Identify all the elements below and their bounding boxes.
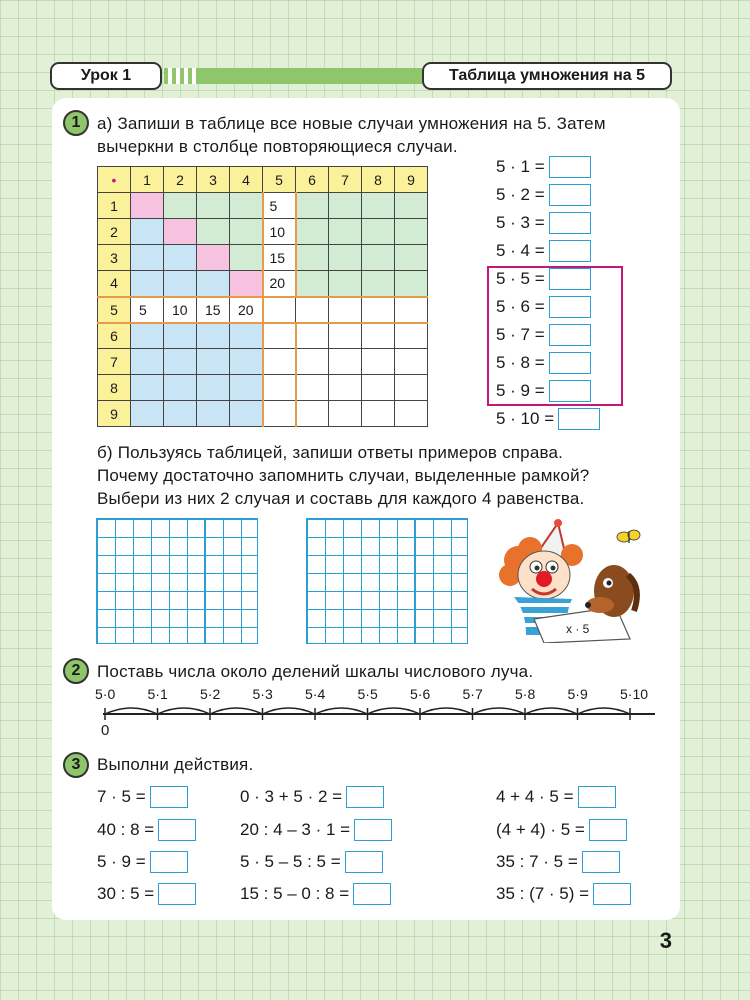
table-cell[interactable] <box>296 375 329 401</box>
exercise-row <box>240 882 391 906</box>
answer-box[interactable] <box>589 819 627 841</box>
table-cell[interactable] <box>296 297 329 323</box>
table-cell[interactable] <box>197 271 230 297</box>
equation-row <box>496 380 591 402</box>
table-cell[interactable] <box>263 401 296 427</box>
table-cell[interactable]: 10 <box>263 219 296 245</box>
table-cell[interactable] <box>131 323 164 349</box>
table-cell[interactable] <box>329 193 362 219</box>
table-cell[interactable]: 20 <box>230 297 263 323</box>
number-line-label: 5·0 <box>95 686 116 702</box>
exercise-row <box>240 818 392 842</box>
table-cell[interactable] <box>395 323 428 349</box>
exercise-row <box>496 850 620 874</box>
answer-box[interactable] <box>558 408 600 430</box>
table-cell[interactable] <box>263 349 296 375</box>
table-row-header: 3 <box>98 245 131 271</box>
number-line-label: 5·7 <box>462 686 483 702</box>
table-cell[interactable] <box>164 219 197 245</box>
table-cell[interactable] <box>395 271 428 297</box>
table-cell[interactable] <box>395 219 428 245</box>
task-1-number: 1 <box>63 110 89 136</box>
table-row-header: 7 <box>98 349 131 375</box>
task-1b-line-1: б) Пользуясь таблицей, запиши ответы примеров справа. <box>97 443 564 462</box>
table-cell[interactable] <box>197 193 230 219</box>
table-cell[interactable] <box>164 271 197 297</box>
table-cell[interactable] <box>362 297 395 323</box>
table-col-header: 6 <box>296 167 329 193</box>
answer-box[interactable] <box>549 184 591 206</box>
table-cell[interactable] <box>362 349 395 375</box>
table-cell[interactable] <box>362 219 395 245</box>
answer-grid-right[interactable] <box>306 518 468 644</box>
number-line-label: 5·10 <box>620 686 649 702</box>
table-cell[interactable] <box>230 245 263 271</box>
table-cell[interactable] <box>164 193 197 219</box>
table-cell[interactable] <box>263 323 296 349</box>
task-1b-line-3: Выбери из них 2 случая и составь для каждого 4 равенства. <box>97 489 585 508</box>
task-3-text: Выполни действия. <box>97 755 254 774</box>
table-cell[interactable] <box>329 375 362 401</box>
exercise-row <box>97 785 188 809</box>
task-1a-line-1: а) Запиши в таблице все новые случаи умножения на 5. Затем <box>97 114 606 133</box>
table-col-header: 1 <box>131 167 164 193</box>
table-cell[interactable] <box>230 323 263 349</box>
number-line-zero: 0 <box>101 722 110 739</box>
table-row-header: 4 <box>98 271 131 297</box>
exercise-row <box>240 850 383 874</box>
exercise-row <box>240 785 384 809</box>
answer-box[interactable] <box>150 851 188 873</box>
number-line <box>95 686 665 746</box>
table-cell[interactable]: 15 <box>197 297 230 323</box>
table-cell[interactable] <box>230 193 263 219</box>
table-cell[interactable] <box>362 323 395 349</box>
table-cell[interactable]: 20 <box>263 271 296 297</box>
equation-text: 5 · 10 = <box>496 409 555 428</box>
exercise-row <box>496 785 616 809</box>
table-cell[interactable] <box>395 193 428 219</box>
table-cell[interactable]: 5 <box>263 193 296 219</box>
table-cell[interactable] <box>296 349 329 375</box>
table-cell[interactable] <box>131 375 164 401</box>
table-cell[interactable] <box>131 193 164 219</box>
table-cell[interactable] <box>362 193 395 219</box>
equation-text: 5 · 8 = <box>496 353 545 372</box>
equation-row <box>496 156 591 178</box>
table-cell[interactable] <box>395 297 428 323</box>
number-line-label: 5·9 <box>567 686 588 702</box>
answer-box[interactable] <box>549 212 591 234</box>
table-cell[interactable] <box>329 245 362 271</box>
exercise-row <box>97 818 196 842</box>
exercise-row <box>97 850 188 874</box>
table-cell[interactable]: 10 <box>164 297 197 323</box>
table-cell[interactable] <box>296 219 329 245</box>
table-row-header: 5 <box>98 297 131 323</box>
number-line-label: 5·1 <box>147 686 168 702</box>
exercise-text: (4 + 4) · 5 = <box>496 820 585 839</box>
answer-box[interactable] <box>353 883 391 905</box>
equation-row <box>496 268 591 290</box>
exercise-text: 5 · 9 = <box>97 852 146 871</box>
equation-text: 5 · 1 = <box>496 157 545 176</box>
table-cell[interactable] <box>395 401 428 427</box>
task-1b-line-2: Почему достаточно запомнить случаи, выделенные рамкой? <box>97 466 590 485</box>
table-cell[interactable] <box>131 349 164 375</box>
table-cell[interactable] <box>296 271 329 297</box>
answer-box[interactable] <box>578 786 616 808</box>
answer-box[interactable] <box>150 786 188 808</box>
exercise-text: 30 : 5 = <box>97 884 155 903</box>
answer-box[interactable] <box>593 883 631 905</box>
table-cell[interactable] <box>296 193 329 219</box>
exercise-text: 40 : 8 = <box>97 820 155 839</box>
task-3-number: 3 <box>63 752 89 778</box>
answer-grid-left[interactable] <box>96 518 258 644</box>
table-cell[interactable]: 15 <box>263 245 296 271</box>
answer-box[interactable] <box>158 883 196 905</box>
table-cell[interactable] <box>164 323 197 349</box>
table-corner: • <box>98 167 131 193</box>
exercise-text: 35 : 7 · 5 = <box>496 852 578 871</box>
table-cell[interactable] <box>197 245 230 271</box>
table-cell[interactable] <box>164 375 197 401</box>
answer-box[interactable] <box>582 851 620 873</box>
equation-text: 5 · 7 = <box>496 325 545 344</box>
multiplication-table <box>97 166 428 427</box>
table-cell[interactable] <box>296 323 329 349</box>
equation-text: 5 · 4 = <box>496 241 545 260</box>
butterfly-icon <box>617 530 640 543</box>
number-line-label: 5·5 <box>357 686 378 702</box>
exercise-text: 35 : (7 · 5) = <box>496 884 590 903</box>
exercise-text: 15 : 5 – 0 : 8 = <box>240 884 350 903</box>
equation-text: 5 · 6 = <box>496 297 545 316</box>
table-cell[interactable] <box>197 349 230 375</box>
table-col-header: 9 <box>395 167 428 193</box>
table-col-header: 4 <box>230 167 263 193</box>
table-cell[interactable] <box>329 271 362 297</box>
equation-text: 5 · 3 = <box>496 213 545 232</box>
answer-box[interactable] <box>549 268 591 290</box>
table-cell[interactable] <box>362 401 395 427</box>
answer-box[interactable] <box>158 819 196 841</box>
table-row-header: 2 <box>98 219 131 245</box>
table-cell[interactable] <box>296 245 329 271</box>
equation-text: 5 · 2 = <box>496 185 545 204</box>
table-cell[interactable] <box>164 349 197 375</box>
table-row-header: 1 <box>98 193 131 219</box>
dog-icon <box>585 565 637 617</box>
illustration-label: x · 5 <box>566 622 590 636</box>
answer-box[interactable] <box>549 156 591 178</box>
table-cell[interactable] <box>131 401 164 427</box>
number-line-label: 5·8 <box>515 686 536 702</box>
table-cell[interactable] <box>362 271 395 297</box>
table-cell[interactable] <box>362 375 395 401</box>
table-cell[interactable] <box>230 271 263 297</box>
equation-row <box>496 212 591 234</box>
table-cell[interactable] <box>395 375 428 401</box>
table-cell[interactable] <box>131 219 164 245</box>
table-col-header: 8 <box>362 167 395 193</box>
lesson-title: Урок 1 <box>50 62 162 90</box>
table-cell[interactable] <box>329 401 362 427</box>
equation-row <box>496 408 600 430</box>
exercise-text: 7 · 5 = <box>97 787 146 806</box>
exercise-text: 4 + 4 · 5 = <box>496 787 574 806</box>
answer-box[interactable] <box>346 786 384 808</box>
page-number: 3 <box>659 928 672 953</box>
table-col-header: 7 <box>329 167 362 193</box>
answer-box[interactable] <box>345 851 383 873</box>
equation-row <box>496 324 591 346</box>
answer-box[interactable] <box>549 240 591 262</box>
table-cell[interactable] <box>296 401 329 427</box>
table-cell[interactable] <box>263 297 296 323</box>
table-cell[interactable] <box>395 245 428 271</box>
table-row-header: 9 <box>98 401 131 427</box>
exercise-row <box>496 818 627 842</box>
table-cell[interactable] <box>230 401 263 427</box>
table-cell[interactable] <box>329 219 362 245</box>
header-divider-bar <box>164 68 422 84</box>
table-cell[interactable] <box>329 323 362 349</box>
answer-box[interactable] <box>549 380 591 402</box>
answer-box[interactable] <box>549 352 591 374</box>
exercise-row <box>97 882 196 906</box>
equation-row <box>496 184 591 206</box>
exercise-text: 20 : 4 – 3 · 1 = <box>240 820 351 839</box>
exercise-text: 5 · 5 – 5 : 5 = <box>240 852 341 871</box>
equation-row <box>496 352 591 374</box>
table-cell[interactable] <box>197 401 230 427</box>
number-line-label: 5·3 <box>252 686 273 702</box>
table-cell[interactable] <box>329 349 362 375</box>
table-cell[interactable] <box>329 297 362 323</box>
equation-text: 5 · 5 = <box>496 269 545 288</box>
table-col-header: 5 <box>263 167 296 193</box>
table-cell[interactable] <box>263 375 296 401</box>
answer-box[interactable] <box>354 819 392 841</box>
clown-nose-icon <box>536 571 552 587</box>
table-row-header: 8 <box>98 375 131 401</box>
table-cell[interactable] <box>164 245 197 271</box>
equation-text: 5 · 9 = <box>496 381 545 400</box>
equation-row <box>496 240 591 262</box>
number-line-label: 5·6 <box>410 686 431 702</box>
table-cell[interactable] <box>230 375 263 401</box>
table-row-header: 6 <box>98 323 131 349</box>
table-cell[interactable] <box>230 349 263 375</box>
task-2-number: 2 <box>63 658 89 684</box>
task-1a-line-2: вычеркни в столбце повторяющиеся случаи. <box>97 137 458 156</box>
exercise-text: 0 · 3 + 5 · 2 = <box>240 787 343 806</box>
number-line-label: 5·2 <box>200 686 221 702</box>
table-cell[interactable] <box>362 245 395 271</box>
equation-row <box>496 296 591 318</box>
clown-illustration <box>496 515 646 643</box>
table-cell[interactable] <box>197 375 230 401</box>
table-col-header: 2 <box>164 167 197 193</box>
table-cell[interactable] <box>230 219 263 245</box>
table-cell[interactable] <box>131 271 164 297</box>
table-cell[interactable] <box>197 219 230 245</box>
table-cell[interactable]: 5 <box>131 297 164 323</box>
table-cell[interactable] <box>131 245 164 271</box>
table-cell[interactable] <box>395 349 428 375</box>
topic-title: Таблица умножения на 5 <box>422 62 672 90</box>
task-2-text: Поставь числа около делений шкалы числового луча. <box>97 662 534 681</box>
number-line-label: 5·4 <box>305 686 326 702</box>
table-cell[interactable] <box>197 323 230 349</box>
table-col-header: 3 <box>197 167 230 193</box>
table-cell[interactable] <box>164 401 197 427</box>
answer-box[interactable] <box>549 296 591 318</box>
answer-box[interactable] <box>549 324 591 346</box>
exercise-row <box>496 882 631 906</box>
